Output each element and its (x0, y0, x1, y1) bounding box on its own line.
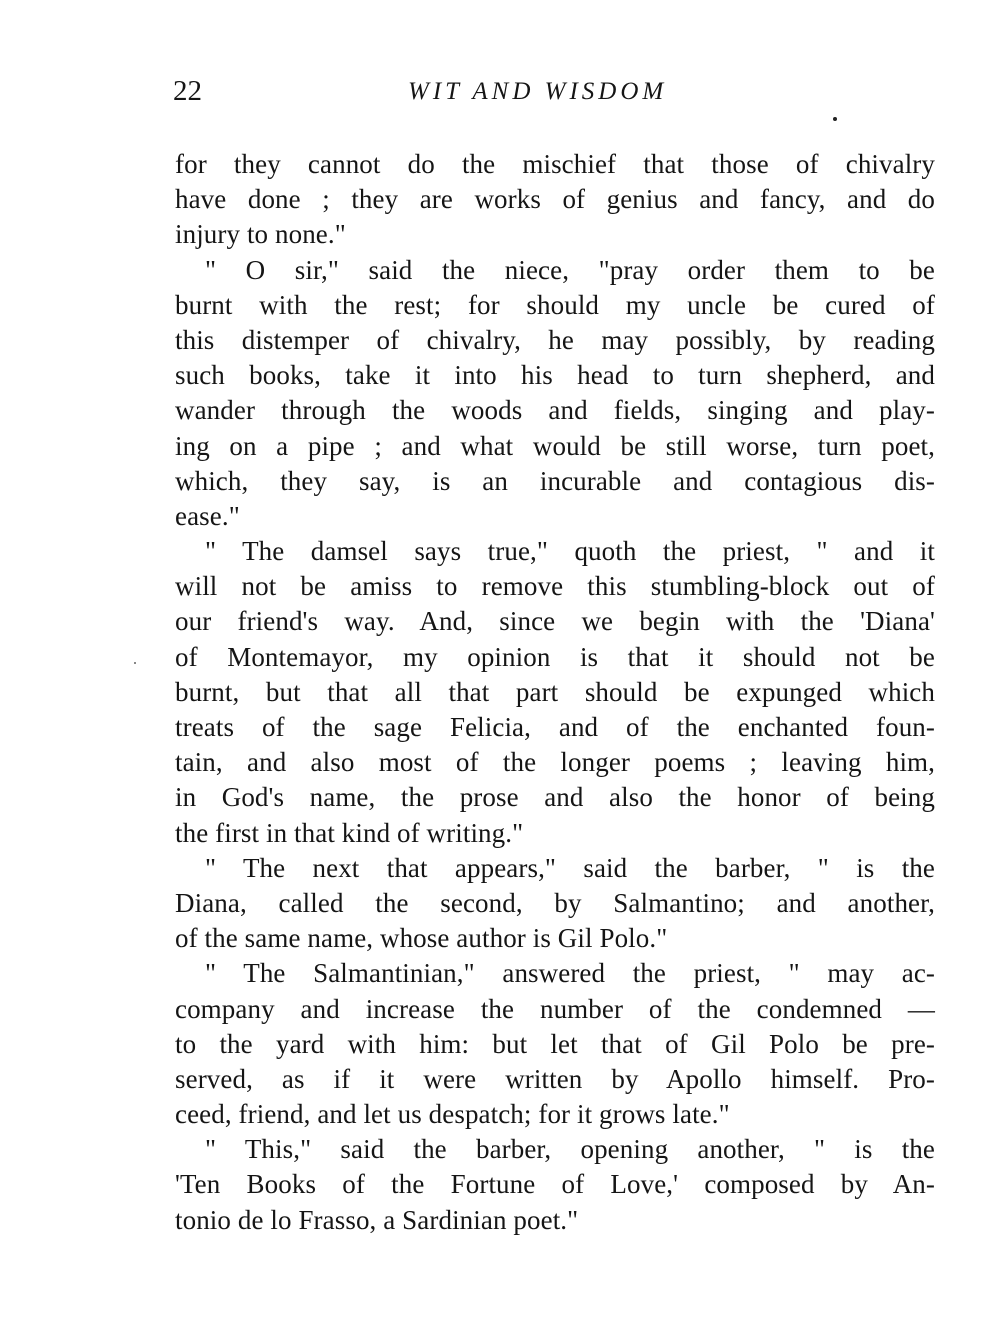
text-line: to the yard with him: but let that of Gil Polo be pre- (175, 1028, 935, 1059)
text-line: " This," said the barber, opening another, " is the (205, 1134, 935, 1165)
text-line: of Montemayor, my opinion is that it should not be (175, 641, 935, 672)
text-line: our friend's way. And, since we begin with the 'Diana' (175, 606, 935, 637)
text-line: treats of the sage Felicia, and of the enchanted foun- (175, 712, 935, 742)
text-line: " The Salmantinian," answered the priest, " may ac- (205, 958, 935, 989)
margin-mark (134, 662, 136, 664)
text-line: wander through the woods and fields, singing and play- (175, 395, 935, 426)
text-line: tain, and also most of the longer poems ; leaving him, (175, 747, 935, 778)
text-line: injury to none." (175, 219, 346, 250)
running-head-title: WIT AND WISDOM (408, 78, 668, 105)
text-line: the first in that kind of writing." (175, 817, 524, 848)
text-line: " The next that appears," said the barber, " is the (205, 852, 935, 883)
text-line: burnt, but that all that part should be expunged which (175, 676, 935, 707)
print-speck (833, 117, 837, 121)
text-line: " The damsel says true," quoth the priest, " and it (205, 536, 935, 567)
text-line: for they cannot do the mischief that those of chivalry (175, 149, 935, 179)
text-line: ease." (175, 500, 240, 531)
text-line: which, they say, is an incurable and contagious dis- (175, 465, 935, 496)
text-line: have done ; they are works of genius and fancy, and do (175, 184, 935, 215)
body-text (175, 147, 935, 1238)
text-line: Diana, called the second, by Salmantino; and another, (175, 887, 935, 918)
text-line: will not be amiss to remove this stumbling-block out of (175, 571, 935, 602)
text-line: 'Ten Books of the Fortune of Love,' composed by An- (175, 1169, 935, 1200)
text-line: company and increase the number of the condemned — (175, 993, 935, 1024)
text-line: in God's name, the prose and also the honor of being (175, 782, 935, 813)
text-line: ceed, friend, and let us despatch; for it grows late." (175, 1099, 730, 1130)
text-line: of the same name, whose author is Gil Polo." (175, 923, 668, 954)
text-line: " O sir," said the niece, "pray order them to be (205, 254, 935, 285)
page-number: 22 (173, 75, 202, 107)
text-line: such books, take it into his head to turn shepherd, and (175, 360, 935, 391)
text-line: tonio de lo Frasso, a Sardinian poet." (175, 1204, 579, 1235)
text-line: this distemper of chivalry, he may possibly, by reading (175, 324, 935, 355)
text-line: ing on a pipe ; and what would be still worse, turn poet, (175, 430, 935, 461)
text-line: served, as if it were written by Apollo himself. Pro- (175, 1063, 935, 1094)
text-line: burnt with the rest; for should my uncle be cured of (175, 289, 935, 320)
